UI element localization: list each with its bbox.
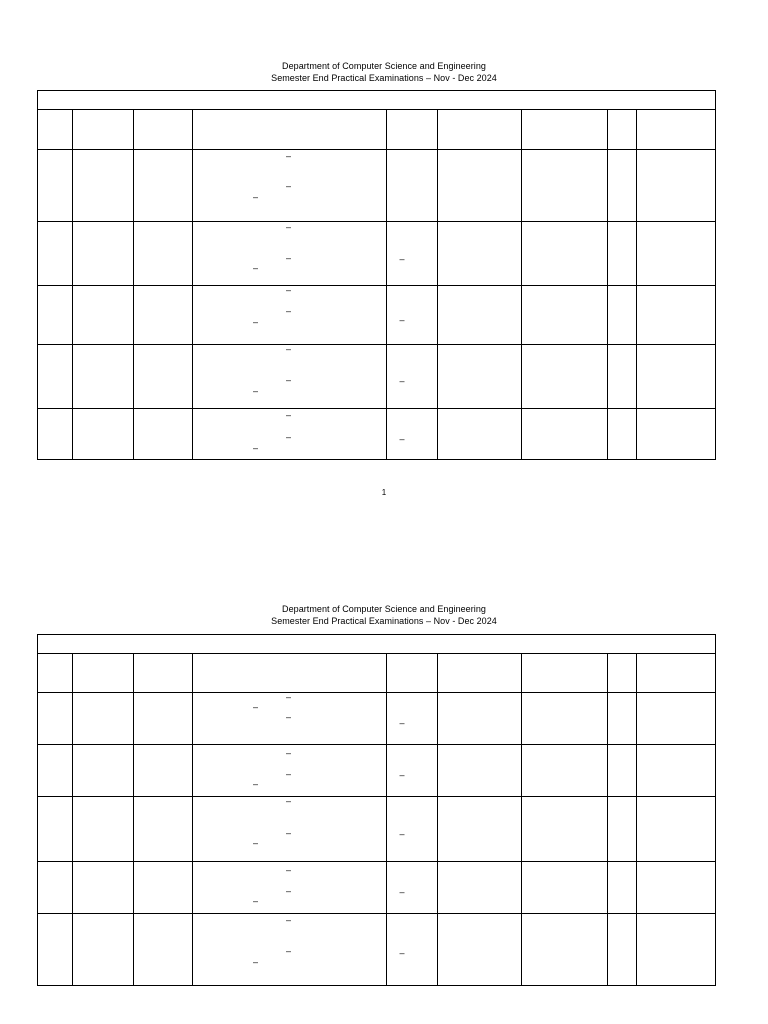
table-cell (608, 345, 637, 408)
table-row (38, 222, 715, 286)
dash-mark: – (253, 779, 259, 789)
table-cell (134, 693, 193, 744)
table-row (38, 914, 715, 986)
dash-mark: – (399, 376, 405, 386)
dash-mark: – (286, 432, 292, 442)
table-cell (73, 862, 134, 913)
table-cell (193, 862, 387, 913)
header-cell (387, 654, 438, 692)
table-cell (522, 222, 609, 285)
table-cell (134, 745, 193, 796)
page-heading (0, 603, 768, 627)
header-cell (134, 110, 193, 149)
table-cell (193, 286, 387, 344)
header-cell (73, 110, 134, 149)
table-row (38, 745, 715, 797)
header-cell (608, 110, 637, 149)
table-cell (522, 693, 609, 744)
table-cell (522, 797, 609, 861)
table-cell (608, 797, 637, 861)
dash-mark: – (399, 434, 405, 444)
table-cell (637, 222, 715, 285)
table-cell (387, 914, 438, 985)
table-cell (193, 345, 387, 408)
table-cell (387, 222, 438, 285)
table-cell (637, 345, 715, 408)
header-cell (608, 654, 637, 692)
dash-mark: – (286, 769, 292, 779)
dash-mark: – (286, 946, 292, 956)
table-cell (387, 409, 438, 459)
dash-mark: – (286, 748, 292, 758)
table-cell (387, 150, 438, 221)
header-cell (438, 654, 522, 692)
table-row (38, 150, 715, 222)
department-title: Department of Computer Science and Engineering (282, 604, 486, 614)
table-cell (438, 862, 522, 913)
header-cell (522, 654, 609, 692)
page-heading (0, 60, 768, 84)
dash-mark: – (399, 948, 405, 958)
dash-mark: – (286, 253, 292, 263)
table-cell (608, 409, 637, 459)
dash-mark: – (286, 828, 292, 838)
table-cell (522, 286, 609, 344)
table-cell (73, 150, 134, 221)
table-cell (608, 745, 637, 796)
dash-mark: – (286, 375, 292, 385)
table-cell (608, 862, 637, 913)
dash-mark: – (253, 957, 259, 967)
table-title-row (38, 635, 715, 654)
table-cell (193, 797, 387, 861)
table-cell (522, 150, 609, 221)
dash-mark: – (253, 317, 259, 327)
dash-mark: – (286, 410, 292, 420)
dash-mark: – (286, 181, 292, 191)
header-cell (193, 654, 387, 692)
dash-mark: – (286, 692, 292, 702)
table-cell (134, 150, 193, 221)
header-cell (522, 110, 609, 149)
table-cell (637, 150, 715, 221)
dash-mark: – (286, 151, 292, 161)
table-cell (134, 914, 193, 985)
table-cell (134, 345, 193, 408)
table-cell (134, 222, 193, 285)
table-cell (193, 693, 387, 744)
exam-title: Semester End Practical Examinations – Nov - Dec 2024 (271, 73, 497, 83)
dash-mark: – (253, 192, 259, 202)
table-cell (134, 286, 193, 344)
table-cell (38, 745, 73, 796)
table-cell (637, 409, 715, 459)
table-cell (637, 286, 715, 344)
table-cell (73, 409, 134, 459)
table-cell (38, 222, 73, 285)
dash-mark: – (286, 915, 292, 925)
table-header-row (38, 110, 715, 150)
table-cell (438, 745, 522, 796)
table-cell (522, 862, 609, 913)
table-cell (134, 862, 193, 913)
schedule-table (37, 90, 716, 460)
header-cell (193, 110, 387, 149)
dash-mark: – (286, 886, 292, 896)
table-cell (438, 150, 522, 221)
table-cell (38, 286, 73, 344)
page-number: 1 (381, 488, 387, 497)
table-cell (438, 222, 522, 285)
dash-mark: – (399, 770, 405, 780)
table-cell (608, 222, 637, 285)
table-cell (637, 693, 715, 744)
exam-title: Semester End Practical Examinations – Nov - Dec 2024 (271, 616, 497, 626)
table-cell (73, 745, 134, 796)
table-cell (38, 345, 73, 408)
table-cell (522, 745, 609, 796)
table-row (38, 797, 715, 862)
table-cell (38, 914, 73, 985)
dash-mark: – (399, 887, 405, 897)
table-cell (637, 914, 715, 985)
table-cell (438, 409, 522, 459)
header-cell (387, 110, 438, 149)
table-cell (73, 222, 134, 285)
table-cell (387, 862, 438, 913)
header-cell (637, 110, 715, 149)
dash-mark: – (253, 896, 259, 906)
table-cell (73, 693, 134, 744)
table-cell (522, 345, 609, 408)
table-cell (438, 286, 522, 344)
dash-mark: – (253, 702, 259, 712)
table-cell (73, 914, 134, 985)
table-cell (608, 286, 637, 344)
table-cell (387, 797, 438, 861)
table-cell (193, 745, 387, 796)
dash-mark: – (253, 263, 259, 273)
table-cell (637, 797, 715, 861)
table-cell (193, 914, 387, 985)
table-cell (438, 345, 522, 408)
header-cell (637, 654, 715, 692)
table-cell (387, 345, 438, 408)
table-cell (387, 745, 438, 796)
header-cell (438, 110, 522, 149)
dash-mark: – (253, 386, 259, 396)
dash-mark: – (399, 254, 405, 264)
table-row (38, 862, 715, 914)
table-cell (637, 745, 715, 796)
table-cell (38, 693, 73, 744)
dash-mark: – (399, 315, 405, 325)
dash-mark: – (253, 838, 259, 848)
table-cell (134, 409, 193, 459)
table-cell (38, 150, 73, 221)
dash-mark: – (286, 306, 292, 316)
dash-mark: – (399, 829, 405, 839)
dash-mark: – (286, 344, 292, 354)
department-title: Department of Computer Science and Engineering (282, 61, 486, 71)
table-row (38, 286, 715, 345)
header-cell (38, 110, 73, 149)
table-cell (38, 797, 73, 861)
header-cell (73, 654, 134, 692)
header-cell (134, 654, 193, 692)
table-row (38, 345, 715, 409)
table-cell (438, 797, 522, 861)
table-cell (608, 150, 637, 221)
table-cell (438, 693, 522, 744)
table-cell (193, 409, 387, 459)
table-cell (608, 693, 637, 744)
table-cell (73, 286, 134, 344)
table-cell (438, 914, 522, 985)
table-cell (73, 797, 134, 861)
table-cell (193, 150, 387, 221)
dash-mark: – (286, 796, 292, 806)
table-cell (608, 914, 637, 985)
table-cell (38, 862, 73, 913)
table-cell (134, 797, 193, 861)
table-cell (387, 693, 438, 744)
table-row (38, 409, 715, 460)
dash-mark: – (286, 712, 292, 722)
table-cell (38, 409, 73, 459)
table-header-row (38, 654, 715, 693)
dash-mark: – (286, 865, 292, 875)
table-cell (73, 345, 134, 408)
table-cell (193, 222, 387, 285)
dash-mark: – (286, 222, 292, 232)
header-cell (38, 654, 73, 692)
table-cell (522, 409, 609, 459)
schedule-table (37, 634, 716, 986)
dash-mark: – (286, 285, 292, 295)
table-row (38, 693, 715, 745)
table-cell (522, 914, 609, 985)
dash-mark: – (399, 718, 405, 728)
table-title-row (38, 91, 715, 110)
dash-mark: – (253, 443, 259, 453)
table-cell (637, 862, 715, 913)
table-cell (387, 286, 438, 344)
